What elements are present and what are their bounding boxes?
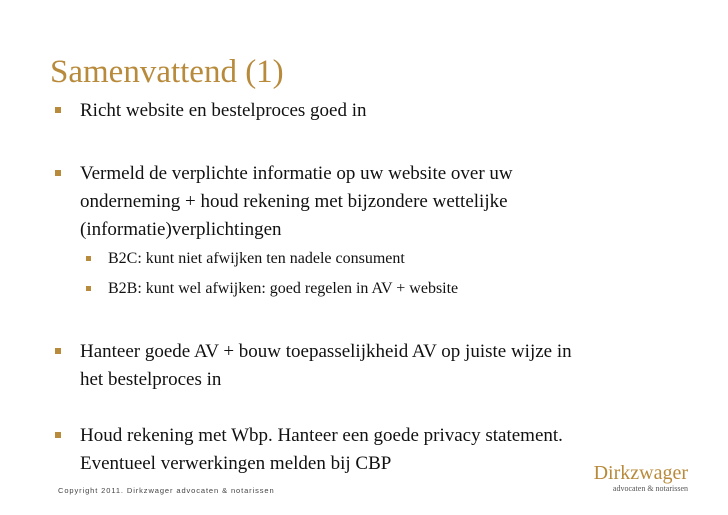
bullet-line: Eventueel verwerkingen melden bij CBP: [80, 453, 392, 474]
copyright-footer: Copyright 2011. Dirkzwager advocaten & notarissen: [58, 486, 275, 495]
logo-tagline: advocaten & notarissen: [612, 484, 688, 493]
bullet-line: onderneming + houd rekening met bijzondere wettelijke: [80, 191, 508, 212]
bullet-line: Houd rekening met Wbp. Hanteer een goede privacy statement.: [80, 425, 563, 446]
bullet-line: Richt website en bestelproces goed in: [80, 100, 367, 121]
logo-wordmark: Dirkzwager: [593, 462, 688, 484]
bullet-2: [50, 160, 690, 243]
square-bullet-icon: [55, 348, 61, 354]
bullet-line: (informatie)verplichtingen: [80, 219, 282, 240]
company-logo: [566, 463, 688, 494]
square-bullet-icon: [86, 256, 91, 261]
subbullet-text: B2B: kunt wel afwijken: goed regelen in AV + website: [108, 280, 459, 297]
square-bullet-icon: [86, 286, 91, 291]
bullet-1: [50, 97, 690, 124]
subbullet-text: B2C: kunt niet afwijken ten nadele consument: [108, 250, 405, 267]
bullet-3: [50, 338, 690, 393]
subbullet-2: [80, 278, 680, 300]
bullet-line: Hanteer goede AV + bouw toepasselijkheid AV op juiste wijze in: [80, 341, 572, 362]
subbullet-1: [80, 248, 680, 270]
bullet-line: Vermeld de verplichte informatie op uw website over uw: [80, 163, 513, 184]
slide-title: Samenvattend (1): [50, 54, 284, 90]
square-bullet-icon: [55, 432, 61, 438]
bullet-line: het bestelproces in: [80, 369, 222, 390]
square-bullet-icon: [55, 107, 61, 113]
square-bullet-icon: [55, 170, 61, 176]
